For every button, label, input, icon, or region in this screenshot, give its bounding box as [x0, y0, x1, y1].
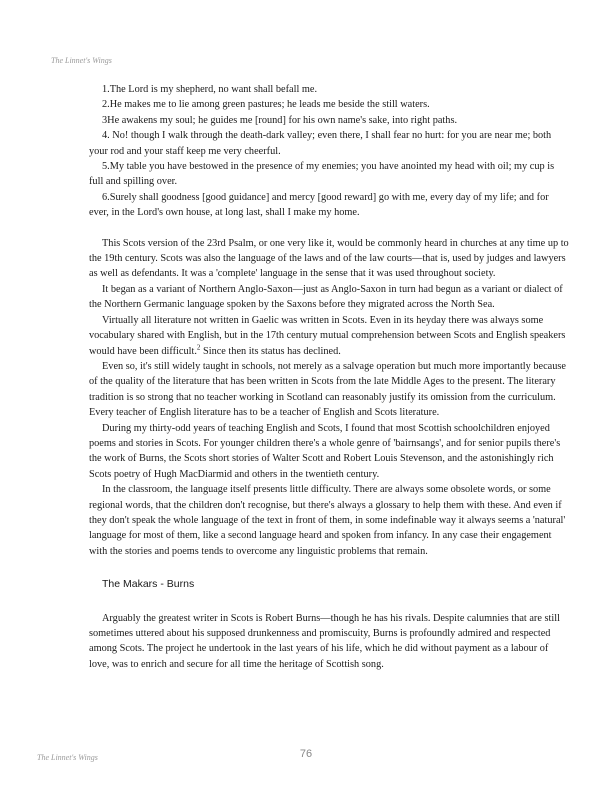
- body-paragraph: Arguably the greatest writer in Scots is Robert Burns—though he has his rivals. Despite calumnies that are still sometimes uttered about his supposed drunkenness and promiscuity, Burns is profoundly admired and respected among Scots. The project he undertook in the last years of his life, which he did without payment as a labour of love, was to enrich and secure for all time the heritage of Scottish song.: [89, 612, 560, 670]
- body-paragraph: This Scots version of the 23rd Psalm, or one very like it, would be commonly heard in churches at any time up to the 19th century. Scots was also the language of the laws and of the law courts—that is, used by judges and lawyers as well as defendants. It was a 'complete' language in the sense that it was used throughout society.: [89, 237, 569, 280]
- body-paragraph: It began as a variant of Northern Anglo-Saxon—just as Anglo-Saxon in turn had begun as a variant or dialect of the Northern Germanic language spoken by the Saxons before they migrated across the North Sea.: [89, 283, 563, 311]
- body-paragraph: During my thirty-odd years of teaching English and Scots, I found that most Scottish schoolchildren enjoyed poems and stories in Scots. For younger children there's a whole genre of 'bairnsangs', and for senior pupils there's the work of Burns, the Scots short stories of Walter Scott and Robert Louis Stevenson, and the astonishingly rich Scots poetry of Hugh MacDiarmid and others in the twentieth century.: [89, 422, 561, 480]
- body-paragraph: In the classroom, the language itself presents little difficulty. There are always some obsolete words, or some regional words, that the children don't recognise, but there's always a glossary to help them with these. And even if they don't speak the whole language of the text in front of them, in some indefinable way it always seems a 'natural' language for most of them, like a second language heard and spoken from infancy. In any case their engagement with the stories and poems tends to overcome any linguistic problems that remain.: [89, 484, 566, 557]
- psalm-verse: 3He awakens my soul; he guides me [round] for his own name's sake, into right paths.: [102, 114, 458, 126]
- body-paragraph: Even so, it's still widely taught in schools, not merely as a salvage operation but much more importantly because of the quality of the literature that has been written in Scots from the late Middle Ages to the present. The literary tradition is so strong that no teacher working in Scotland can reasonably justify its omission from the curriculum. Every teacher of English literature has to be a teacher of English and Scots literature.: [89, 360, 566, 419]
- psalm-verse: 4. No! though I walk through the death-dark valley; even there, I shall fear no hurt: for you are near me; both your rod and your staff keep me very cheerful.: [89, 130, 552, 157]
- psalm-verse: 2.He makes me to lie among green pastures; he leads me beside the still waters.: [102, 99, 430, 111]
- psalm-verse: 6.Surely shall goodness [good guidance] and mercy [good reward] go with me, every day of my life; and for ever, in the Lord's own house, at long last, shall I make my home.: [89, 191, 549, 219]
- body-paragraph: [89, 313, 569, 359]
- page-number: 76: [299, 748, 313, 760]
- footnote-marker[interactable]: 2: [196, 343, 201, 352]
- page-body: [89, 82, 569, 672]
- paragraph-text: Virtually all literature not written in Gaelic was written in Scots. Even in its heyday there was always some vocabulary shared with English, but in the 17th century mutual comprehension between Scots and English speakers would have been difficult.: [89, 314, 566, 357]
- psalm-block: [89, 82, 569, 221]
- running-head: The Linnet's Wings: [51, 56, 112, 65]
- psalm-verse: 1.The Lord is my shepherd, no want shall befall me.: [102, 84, 318, 95]
- psalm-verse: 5.My table you have bestowed in the presence of my enemies; you have anointed my head with oil; my cup is full and spilling over.: [89, 161, 555, 188]
- paragraph-text-tail: Since then its status has declined.: [200, 345, 341, 357]
- section-heading: The Makars - Burns: [102, 578, 195, 591]
- running-foot: The Linnet's Wings: [37, 753, 98, 762]
